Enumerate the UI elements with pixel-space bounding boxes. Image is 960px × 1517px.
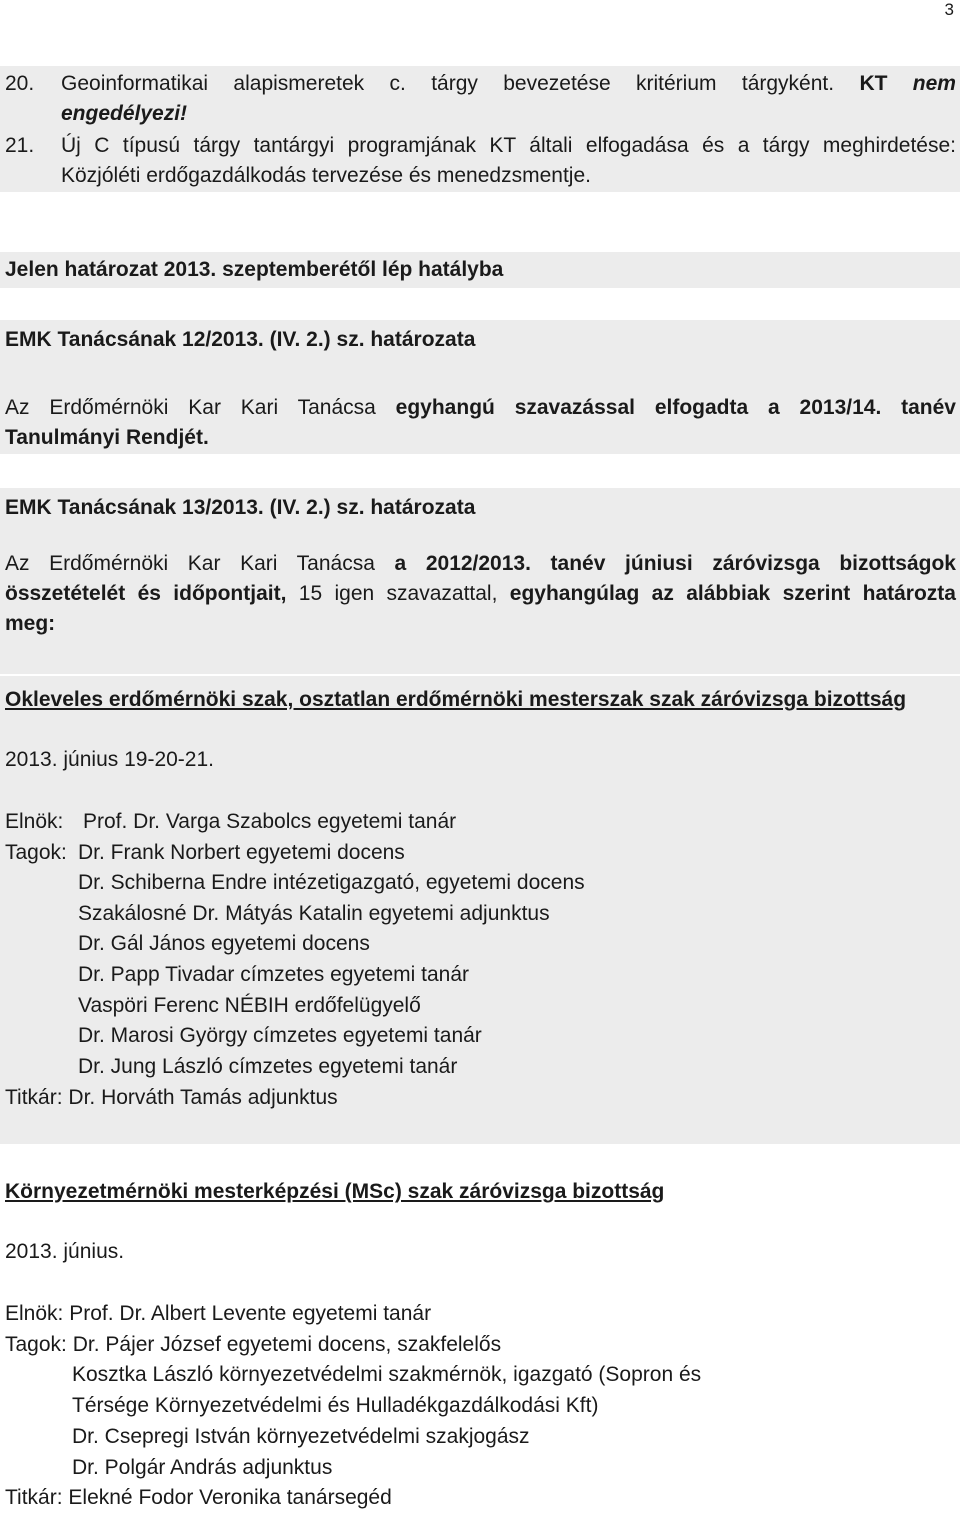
item-20-kt: KT xyxy=(859,72,888,95)
member-item: Dr. Marosi György címzetes egyetemi tanár xyxy=(78,1024,482,1047)
committee-1-chair-row xyxy=(5,808,956,836)
secretary-label: Titkár: xyxy=(5,1486,63,1509)
chair-label: Elnök: xyxy=(5,1302,64,1325)
chair-name: Prof. Dr. Varga Szabolcs egyetemi tanár xyxy=(83,810,457,833)
member-item: Dr. Frank Norbert egyetemi docens xyxy=(78,841,405,864)
resolution-13-plain: Az Erdőmérnöki Kar Kari Tanácsa xyxy=(5,552,375,575)
member-item: Dr. Gál János egyetemi docens xyxy=(78,932,370,955)
committee-2-members-row xyxy=(5,1331,956,1359)
item-21-text: Új C típusú tárgy tantárgyi programjának KT általi elfogadása és a tárgy meghirdetése: xyxy=(61,134,956,157)
member-item: Dr. Polgár András adjunktus xyxy=(72,1456,333,1479)
resolution-13-title: EMK Tanácsának 13/2013. (IV. 2.) sz. határozata xyxy=(5,496,476,519)
committee-1-members-row xyxy=(5,839,956,867)
secretary-name: Dr. Horváth Tamás adjunktus xyxy=(68,1086,338,1109)
committee-2-title: Környezetmérnöki mesterképzési (MSc) szak záróvizsga bizottság xyxy=(5,1180,665,1203)
resolution-13-bold1: összetételét és időpontjait, xyxy=(5,582,287,605)
committee-2-chair-row xyxy=(5,1300,956,1328)
resolution-13-line1 xyxy=(5,550,956,578)
member-item: Dr. Papp Tivadar címzetes egyetemi tanár xyxy=(78,963,470,986)
member-item: Dr. Schiberna Endre intézetigazgató, egyetemi docens xyxy=(78,871,585,894)
item-20-text: Geoinformatikai alapismeretek c. tárgy bevezetése kritérium tárgyként. xyxy=(61,72,835,95)
resolution-12-bold: egyhangú szavazással elfogadta a 2013/14. tanév xyxy=(395,396,956,419)
chair-name: Prof. Dr. Albert Levente egyetemi tanár xyxy=(69,1302,432,1325)
resolution-12-line1 xyxy=(5,394,956,422)
member-item: Dr. Jung László címzetes egyetemi tanár xyxy=(78,1055,458,1078)
resolution-13-bold: a 2012/2013. tanév júniusi záróvizsga bizottságok xyxy=(394,552,956,575)
member-item: Dr. Csepregi István környezetvédelmi szakjogász xyxy=(72,1425,530,1448)
resolution-13-line3: meg: xyxy=(5,612,56,635)
committee-1-date: 2013. június 19-20-21. xyxy=(5,748,214,771)
item-20-line xyxy=(5,70,956,98)
member-item: Kosztka László környezetvédelmi szakmérnök, igazgató (Sopron és xyxy=(72,1363,702,1386)
committee-1-title: Okleveles erdőmérnöki szak, osztatlan erdőmérnöki mesterszak szak záróvizsga bizottság xyxy=(5,688,907,711)
page-number: 3 xyxy=(944,0,954,19)
member-item: Szakálosné Dr. Mátyás Katalin egyetemi adjunktus xyxy=(78,902,550,925)
member-item: Vaspöri Ferenc NÉBIH erdőfelügyelő xyxy=(78,994,421,1017)
member-item: Dr. Pájer József egyetemi docens, szakfelelős xyxy=(72,1333,502,1356)
item-21-number: 21. xyxy=(5,134,35,157)
secretary-label: Titkár: xyxy=(5,1086,63,1109)
committee-2-date: 2013. június. xyxy=(5,1240,125,1263)
item-20-number: 20. xyxy=(5,72,35,95)
item-21-line2: Közjóléti erdőgazdálkodás tervezése és menedzsmentje. xyxy=(61,164,591,187)
item-20-line2: engedélyezi! xyxy=(61,102,188,125)
resolution-12-plain: Az Erdőmérnöki Kar Kari Tanácsa xyxy=(5,396,376,419)
members-label: Tagok: xyxy=(5,841,67,864)
resolution-13-line2 xyxy=(5,580,956,608)
secretary-name: Elekné Fodor Veronika tanársegéd xyxy=(68,1486,392,1509)
resolution-12-title: EMK Tanácsának 12/2013. (IV. 2.) sz. határozata xyxy=(5,328,476,351)
resolution-12-line2: Tanulmányi Rendjét. xyxy=(5,426,209,449)
committee-2-secretary-row xyxy=(5,1484,956,1512)
members-label: Tagok: xyxy=(5,1333,67,1356)
effect-statement: Jelen határozat 2013. szeptemberétől lép hatályba xyxy=(5,258,504,281)
item-20-nem: nem xyxy=(912,72,956,95)
chair-label: Elnök: xyxy=(5,810,64,833)
item-21-line xyxy=(5,132,956,160)
resolution-13-votes: 15 igen szavazattal, xyxy=(298,582,498,605)
member-item: Térsége Környezetvédelmi és Hulladékgazdálkodási Kft) xyxy=(72,1394,599,1417)
committee-1-secretary-row xyxy=(5,1084,956,1112)
resolution-13-bold2: egyhangúlag az alábbiak szerint határozta xyxy=(509,582,956,605)
